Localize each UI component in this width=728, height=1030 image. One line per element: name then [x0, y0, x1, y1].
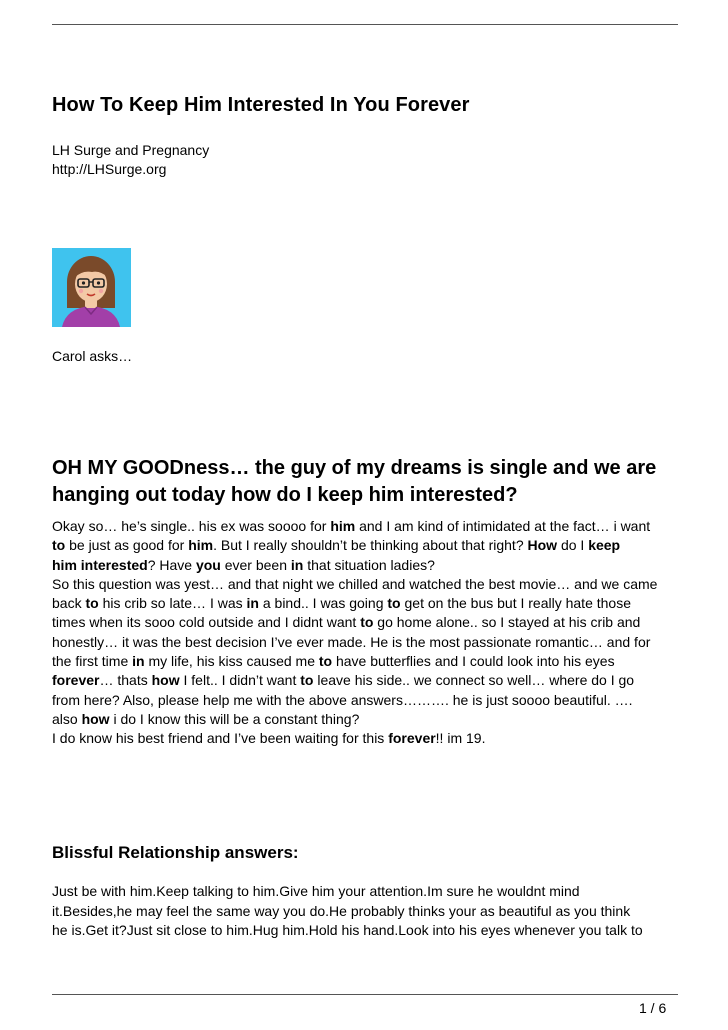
bold-keyword: to — [387, 595, 401, 612]
text-run: my life, his kiss caused me — [144, 653, 319, 670]
bold-keyword: in — [246, 595, 259, 612]
question-heading: OH MY GOODness… the guy of my dreams is single and we are hanging out today how do I keep him interested? — [52, 457, 657, 506]
asker-label: Carol asks… — [52, 348, 133, 364]
page-title: How To Keep Him Interested In You Forever — [52, 94, 470, 116]
text-run: go home alone.. so I stayed at his crib and — [373, 614, 641, 631]
body-line — [52, 633, 688, 652]
body-line — [52, 710, 688, 729]
source-info — [52, 141, 209, 179]
body-line — [52, 691, 688, 710]
answers-heading: Blissful Relationship answers: — [52, 843, 299, 862]
body-line — [52, 594, 688, 613]
text-run: be just as good for — [65, 537, 189, 554]
text-run: ? Have — [147, 556, 196, 573]
answer-line: he is.Get it?Just sit close to him.Hug him.Hold his hand.Look into his eyes whenever you talk to — [52, 922, 643, 939]
text-run: … thats — [99, 672, 152, 689]
bold-keyword: to — [85, 595, 99, 612]
text-run: get on the bus but I really hate those — [400, 595, 631, 612]
text-run: back — [52, 595, 86, 612]
bold-keyword: him — [188, 537, 214, 554]
body-line — [52, 556, 688, 575]
text-run: do I — [557, 537, 589, 554]
text-run: and I am kind of intimidated at the fact… i want — [355, 518, 651, 534]
text-run: times when its sooo cold outside and I didnt want — [52, 614, 361, 631]
bold-keyword: keep — [588, 537, 621, 554]
answer-body — [52, 882, 688, 941]
text-run: have butterflies and I could look into his eyes — [332, 653, 615, 670]
text-run: that situation ladies? — [303, 556, 435, 573]
bold-keyword: him interested — [52, 556, 148, 573]
text-run: from here? Also, please help me with the above answers………. he is just soooo beautiful. …. — [52, 691, 633, 708]
footer-rule — [52, 994, 678, 995]
text-run: a bind.. I was going — [258, 595, 388, 612]
text-run: So this question was yest… and that night we chilled and watched the best movie… and we came — [52, 575, 658, 592]
bold-keyword: how — [151, 672, 180, 689]
text-run: ever been — [220, 556, 291, 573]
text-run: !! im 19. — [435, 730, 486, 747]
body-line — [52, 613, 688, 632]
header-rule — [52, 24, 678, 25]
source-url-link[interactable]: http://LHSurge.org — [52, 161, 167, 177]
body-line — [52, 536, 688, 555]
text-run: I felt.. I didn’t want — [179, 672, 301, 689]
body-line — [52, 671, 688, 690]
bold-keyword: him — [330, 518, 356, 534]
text-run: . But I really shouldn’t be thinking about that right? — [213, 537, 528, 554]
bold-keyword: in — [132, 653, 145, 670]
bold-keyword: to — [318, 653, 333, 670]
body-line — [52, 517, 688, 536]
bold-keyword: How — [527, 537, 558, 554]
text-run: the first time — [52, 653, 133, 670]
avatar-image — [52, 248, 131, 327]
text-run: also — [52, 710, 82, 727]
bold-keyword: to — [300, 672, 314, 689]
bold-keyword: in — [290, 556, 304, 573]
bold-keyword: forever — [52, 672, 100, 689]
bold-keyword: you — [195, 556, 221, 573]
bold-keyword: how — [81, 710, 110, 727]
text-run: Okay so… he’s single.. his ex was soooo for — [52, 518, 331, 534]
text-run: honestly… it was the best decision I’ve ever made. He is the most passionate romantic… and for — [52, 633, 651, 650]
body-line — [52, 652, 688, 671]
answer-line: it.Besides,he may feel the same way you do.He probably thinks your as beautiful as you think — [52, 902, 631, 919]
text-run: I do know his best friend and I’ve been waiting for this — [52, 730, 389, 747]
answer-line: Just be with him.Keep talking to him.Give him your attention.Im sure he wouldnt mind — [52, 883, 580, 899]
page-number: 1 / 6 — [639, 1000, 667, 1016]
avatar — [52, 248, 131, 327]
source-subtitle: LH Surge and Pregnancy — [52, 142, 210, 158]
body-line — [52, 575, 688, 594]
bold-keyword: to — [52, 537, 66, 554]
text-run: i do I know this will be a constant thing? — [109, 710, 360, 727]
question-body — [52, 517, 688, 749]
body-line — [52, 729, 688, 748]
bold-keyword: forever — [388, 730, 436, 747]
text-run: leave his side.. we connect so well… where do I go — [313, 672, 635, 689]
text-run: his crib so late… I was — [98, 595, 247, 612]
bold-keyword: to — [360, 614, 374, 631]
